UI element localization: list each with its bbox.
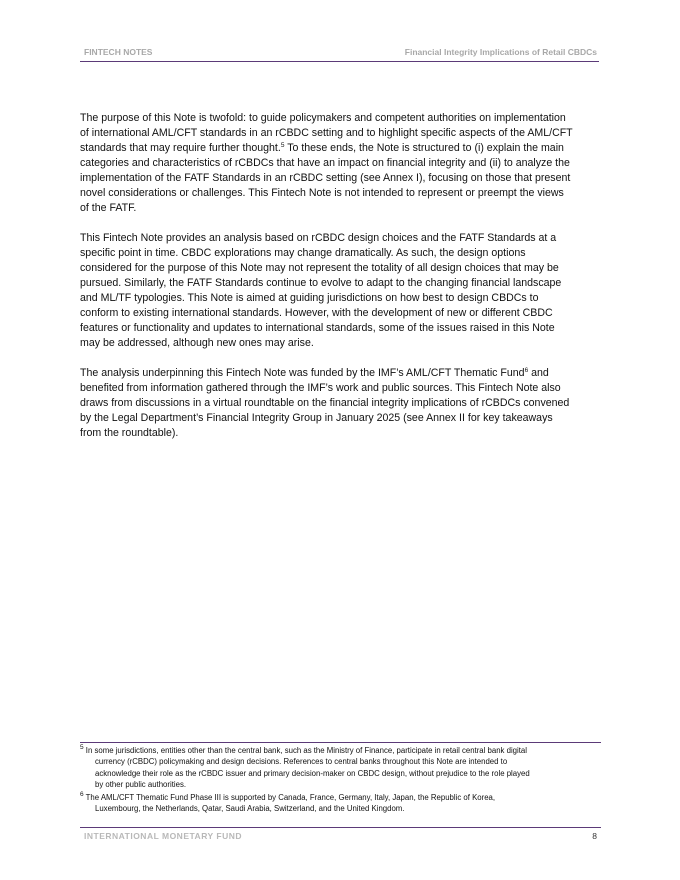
line-text: pursued. Similarly, the FATF Standards continue to evolve to adapt to the changing financial landscape: [80, 277, 562, 289]
text-line: [80, 201, 620, 216]
text-line: [80, 426, 620, 441]
line-text: of international AML/CFT standards in an rCBDC setting and to highlight specific aspects of the AML/CFT: [80, 127, 573, 139]
text-line: [80, 246, 620, 261]
footnote-line: [80, 803, 601, 814]
header-title: Financial Integrity Implications of Retail CBDCs: [404, 47, 597, 57]
text-line: [80, 366, 620, 381]
header-series: FINTECH NOTES: [84, 47, 153, 57]
line-text: conform to existing international standards. However, with the development of new or different CBDC: [80, 307, 553, 319]
text-line: [80, 141, 620, 156]
text-line: [80, 111, 620, 126]
page-number: 8: [592, 831, 597, 841]
line-text: The purpose of this Note is twofold: to guide policymakers and competent authorities on implementation: [80, 112, 566, 124]
text-line: [80, 156, 620, 171]
line-text: standards that may require further thought.: [80, 142, 281, 154]
line-text: To these ends, the Note is structured to (i) explain the main: [284, 142, 564, 154]
line-text: by the Legal Department’s Financial Integrity Group in January 2025 (see Annex II for key takeaways: [80, 412, 553, 424]
text-line: [80, 336, 620, 351]
text-line: [80, 396, 620, 411]
text-line: [80, 261, 620, 276]
line-text: categories and characteristics of rCBDCs that have an impact on financial integrity and (ii) to analyze the: [80, 157, 570, 169]
paragraph: [80, 111, 620, 216]
line-text: and: [528, 367, 549, 379]
line-text: and ML/TF typologies. This Note is aimed at guiding jurisdictions on how best to design CBDCs to: [80, 292, 539, 304]
text-line: [80, 381, 620, 396]
text-line: [80, 276, 620, 291]
footnote-text: Luxembourg, the Netherlands, Qatar, Saudi Arabia, Switzerland, and the United Kingdom.: [95, 804, 405, 814]
footnote-line: [80, 792, 601, 803]
footnote-number: 5: [80, 744, 84, 751]
paragraph: [80, 366, 620, 441]
footnote: [80, 792, 601, 815]
line-text: benefited from information gathered through the IMF’s work and public sources. This Fintech Note also: [80, 382, 561, 394]
line-text: may be addressed, although new ones may arise.: [80, 337, 314, 349]
footnote-line: [80, 779, 601, 790]
line-text: draws from discussions in a virtual roundtable on the financial integrity implications of rCBDCs convened: [80, 397, 570, 409]
footnote-text: acknowledge their role as the rCBDC issuer and primary decision-maker on CBDC design, without prejudice to the role played: [95, 768, 530, 778]
footnote: [80, 745, 601, 790]
text-line: [80, 411, 620, 426]
line-text: considered for the purpose of this Note may not represent the totality of all design choices that may be: [80, 262, 559, 274]
text-line: [80, 171, 620, 186]
line-text: of the FATF.: [80, 202, 137, 214]
text-line: [80, 126, 620, 141]
line-text: features or functionality and updates to international standards, some of the issues raised in this Note: [80, 322, 555, 334]
footnote-line: [80, 756, 601, 767]
footnote-number: 6: [80, 791, 84, 799]
body-text: [80, 111, 620, 456]
line-text: specific point in time. CBDC explorations may change dramatically. As such, the design options: [80, 247, 526, 259]
text-line: [80, 186, 620, 201]
footnote-text: currency (rCBDC) policymaking and design decisions. References to central banks throughout this Note are intended to: [95, 757, 508, 767]
line-text: This Fintech Note provides an analysis based on rCBDC design choices and the FATF Standards at a: [80, 232, 557, 244]
line-text: novel considerations or challenges. This Fintech Note is not intended to represent or preempt the views: [80, 187, 564, 199]
line-text: The analysis underpinning this Fintech Note was funded by the IMF’s AML/CFT Thematic Fund: [80, 367, 525, 379]
footnote-text: In some jurisdictions, entities other than the central bank, such as the Ministry of Finance, participate in retail central bank digital: [85, 746, 527, 755]
footer-org: INTERNATIONAL MONETARY FUND: [84, 831, 242, 841]
footnote-marker: 6: [524, 367, 529, 374]
running-footer: [80, 827, 601, 841]
text-line: [80, 231, 620, 246]
footnote-line: [80, 768, 601, 779]
line-text: implementation of the FATF Standards in an rCBDC setting (see Annex I), focusing on those that present: [80, 172, 571, 184]
running-header: [80, 46, 599, 62]
text-line: [80, 291, 620, 306]
footnote-line: [80, 745, 601, 756]
text-line: [80, 306, 620, 321]
footnote-text: by other public authorities.: [95, 779, 187, 789]
paragraph: [80, 231, 620, 351]
line-text: from the roundtable).: [80, 427, 179, 439]
footnote-marker: 5: [280, 142, 285, 149]
text-line: [80, 321, 620, 336]
footnotes: [80, 742, 601, 817]
footnote-text: The AML/CFT Thematic Fund Phase III is supported by Canada, France, Germany, Italy, Japan, the Republic of Korea,: [85, 793, 496, 803]
